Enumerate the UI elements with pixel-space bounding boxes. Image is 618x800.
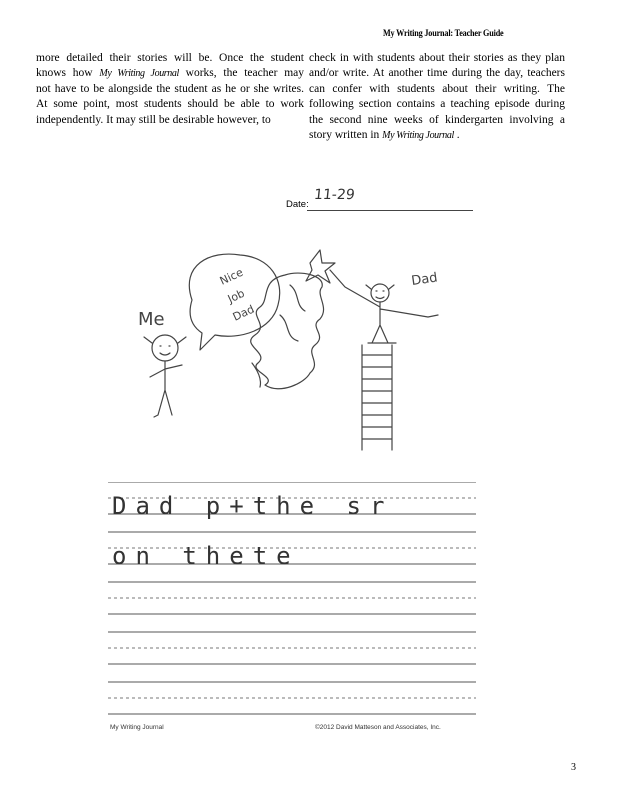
handwriting-line-2: on thete	[112, 542, 300, 570]
svg-text:Me: Me	[138, 309, 165, 330]
svg-text:Dad: Dad	[230, 302, 257, 324]
body-left-line: not have to be alongside the student as he or she writes.	[36, 82, 304, 95]
body-right-line: and/or write. At another time during the day, teachers	[309, 67, 565, 80]
body-left-line: more detailed their stories will be. Once the student	[36, 52, 304, 64]
body-right-line: can confer with students about their writing. The	[309, 82, 565, 95]
page-number: 3	[571, 762, 576, 773]
body-right-line: check in with students about their stories as they plan	[309, 52, 565, 64]
body-right-line: following section contains a teaching episode during	[309, 98, 565, 111]
journal-footer-right: ©2012 David Matteson and Associates, Inc.	[315, 724, 441, 731]
journal-footer-left: My Writing Journal	[110, 724, 164, 731]
running-header: My Writing Journal: Teacher Guide	[383, 29, 504, 39]
handwriting-line-1: Dad p+the sr	[112, 492, 394, 520]
body-right-line: the second nine weeks of kindergarten involving a	[309, 113, 565, 126]
date-handwritten: 11-29	[313, 187, 356, 203]
body-column-right	[309, 51, 565, 143]
body-left-line: knows how My Writing Journal works, the teacher may	[36, 67, 304, 80]
body-left-line: At some point, most students should be able to work	[36, 98, 304, 111]
body-right-line: story written in My Writing Journal .	[309, 129, 460, 142]
date-label: Date:	[286, 199, 309, 210]
svg-text:Nice: Nice	[217, 265, 246, 288]
child-drawing	[130, 245, 470, 455]
journal-page-scan	[100, 187, 480, 740]
body-column-left	[36, 51, 304, 128]
body-left-line: independently. It may still be desirable however, to	[36, 113, 271, 126]
svg-text:Job: Job	[225, 286, 247, 306]
svg-text:Dad: Dad	[410, 270, 439, 289]
date-line	[307, 210, 473, 211]
